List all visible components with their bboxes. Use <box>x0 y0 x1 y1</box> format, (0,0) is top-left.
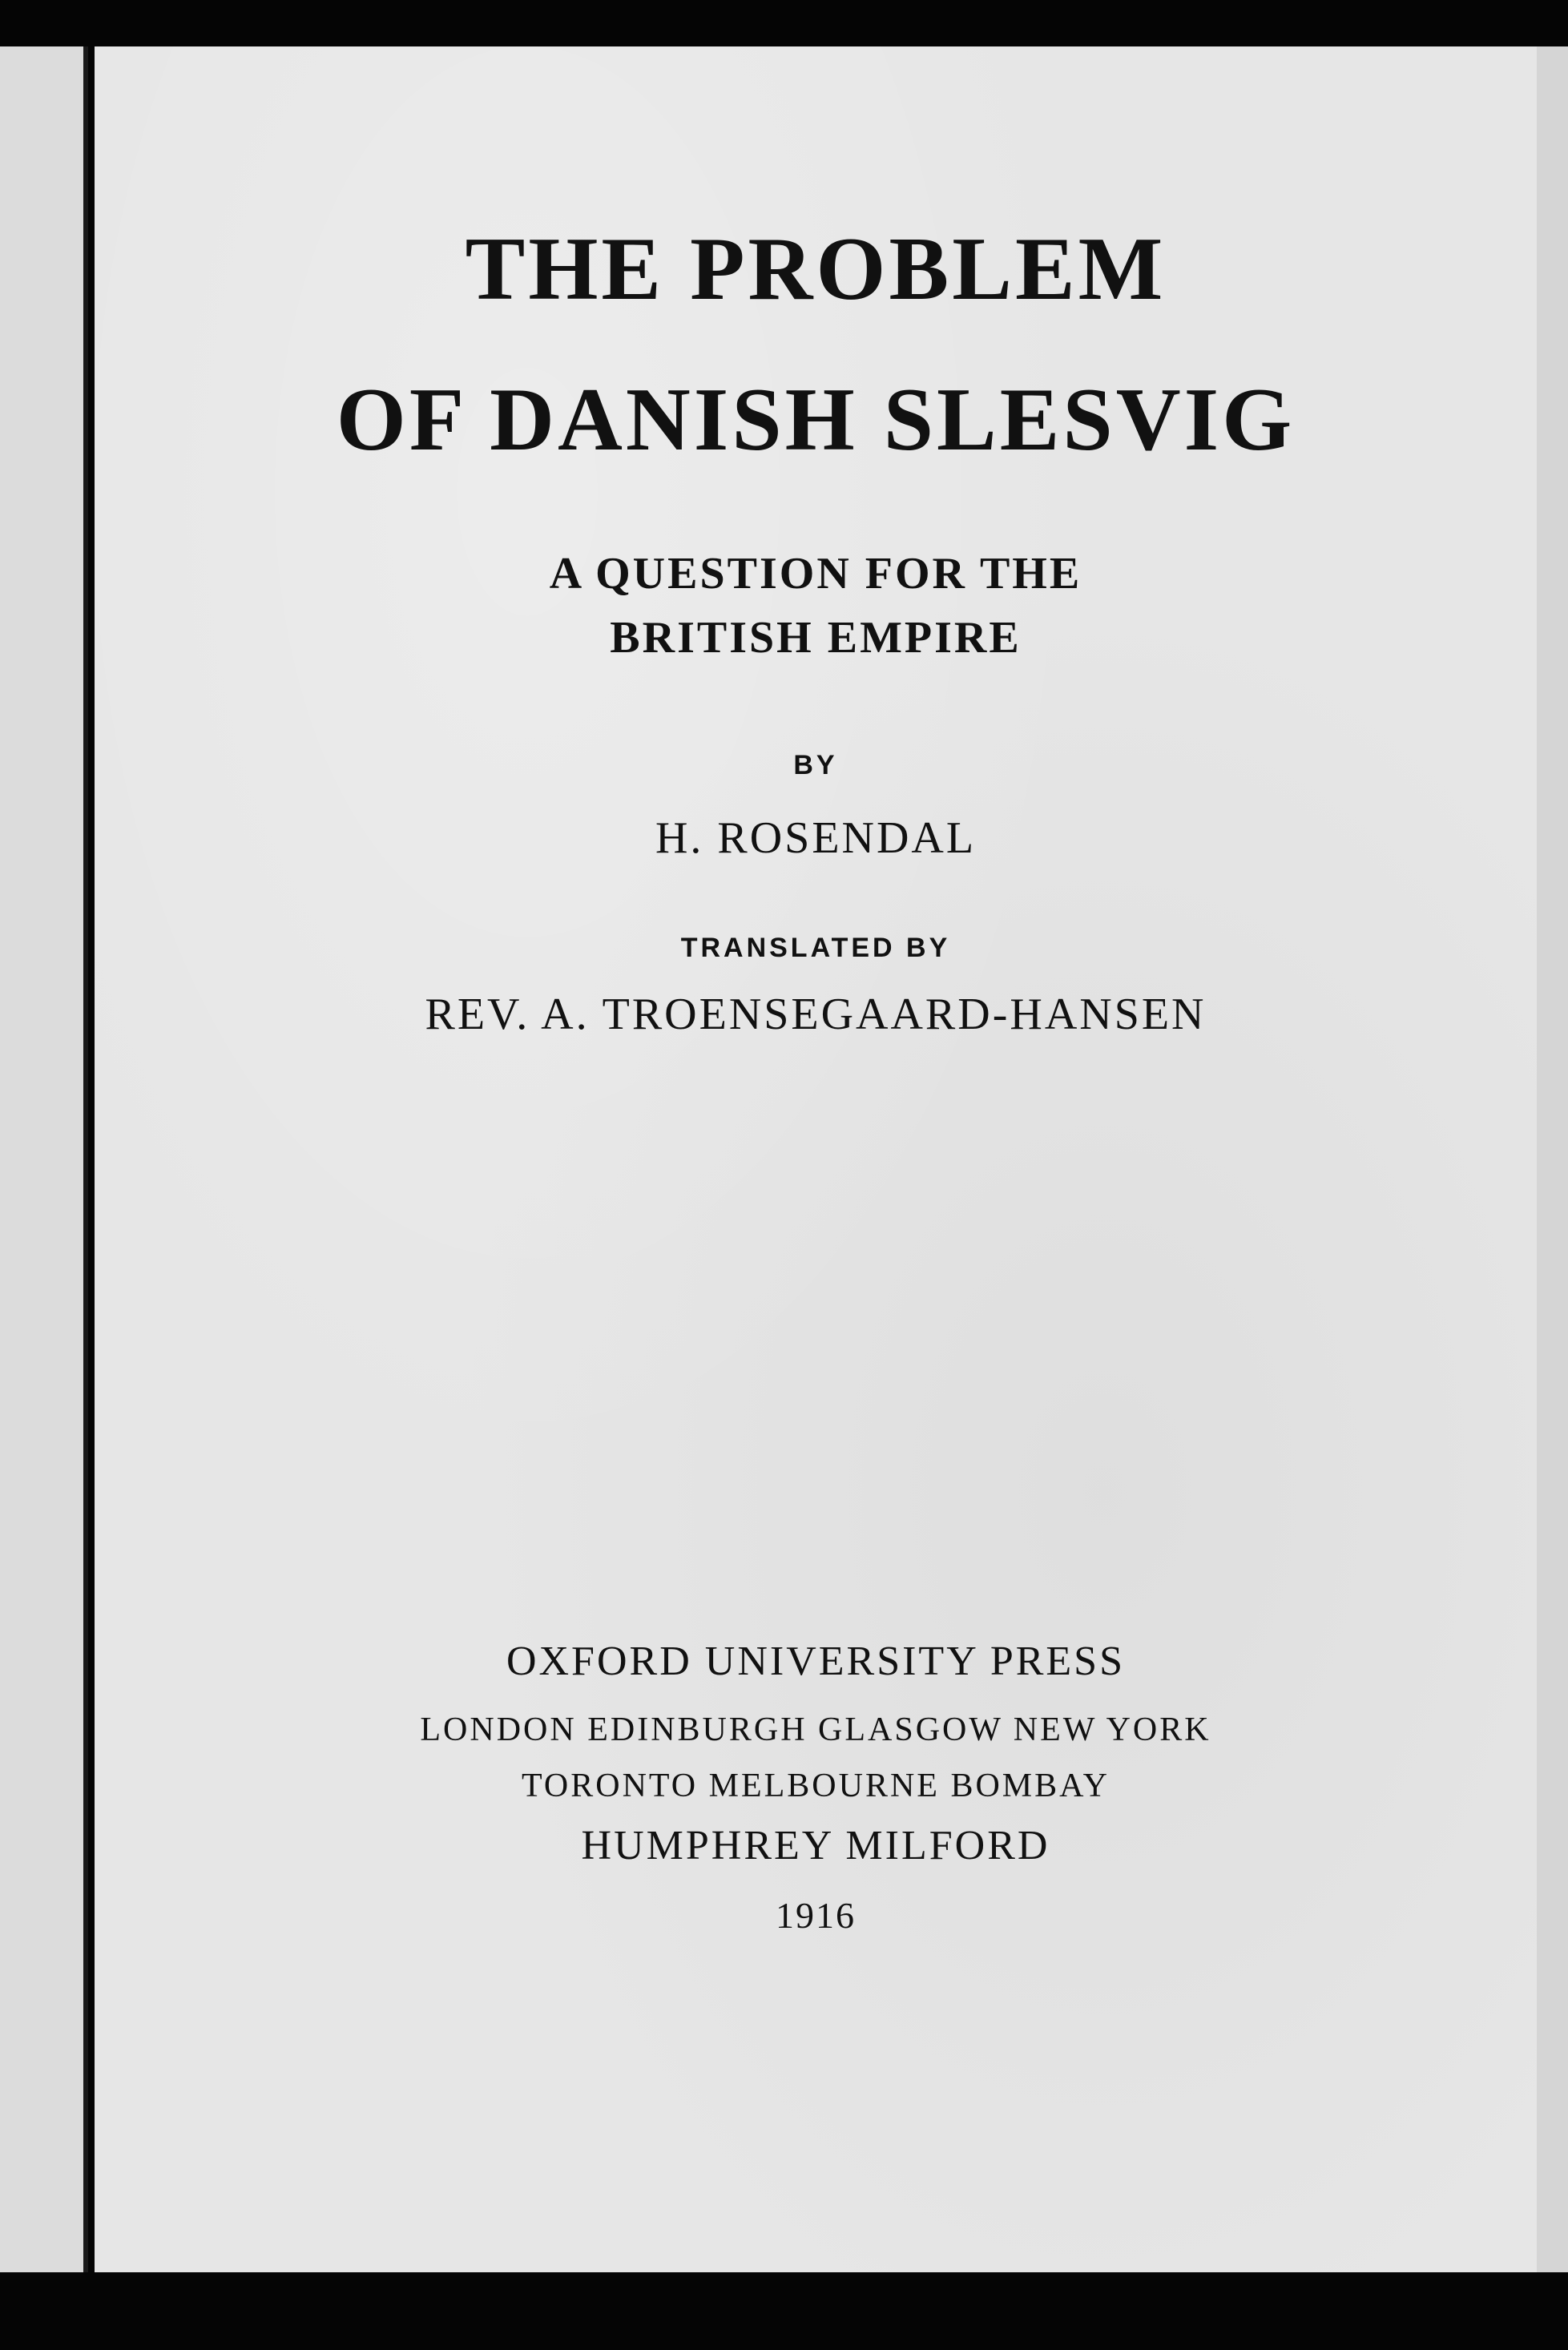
facing-page-edge <box>0 46 88 2272</box>
title-page <box>95 46 1537 2272</box>
page-edge-right <box>1537 46 1568 2272</box>
translated-by-label: TRANSLATED BY <box>680 933 951 963</box>
by-label: BY <box>793 750 838 780</box>
translator-name: REV. A. TROENSEGAARD-HANSEN <box>425 990 1207 1039</box>
book-title-line-2: OF DANISH SLESVIG <box>336 370 1296 470</box>
subtitle-line-1: A QUESTION FOR THE <box>549 549 1082 599</box>
subtitle-line-2: BRITISH EMPIRE <box>610 613 1022 663</box>
author-name: H. ROSENDAL <box>655 813 977 863</box>
book-title-line-1: THE PROBLEM <box>465 220 1167 319</box>
publisher-cities-line-2: TORONTO MELBOURNE BOMBAY <box>522 1768 1110 1804</box>
publisher-name: OXFORD UNIVERSITY PRESS <box>506 1639 1126 1684</box>
publication-year: 1916 <box>776 1895 856 1936</box>
publisher-cities-line-1: LONDON EDINBURGH GLASGOW NEW YORK <box>420 1711 1211 1748</box>
imprint-name: HUMPHREY MILFORD <box>581 1823 1050 1868</box>
